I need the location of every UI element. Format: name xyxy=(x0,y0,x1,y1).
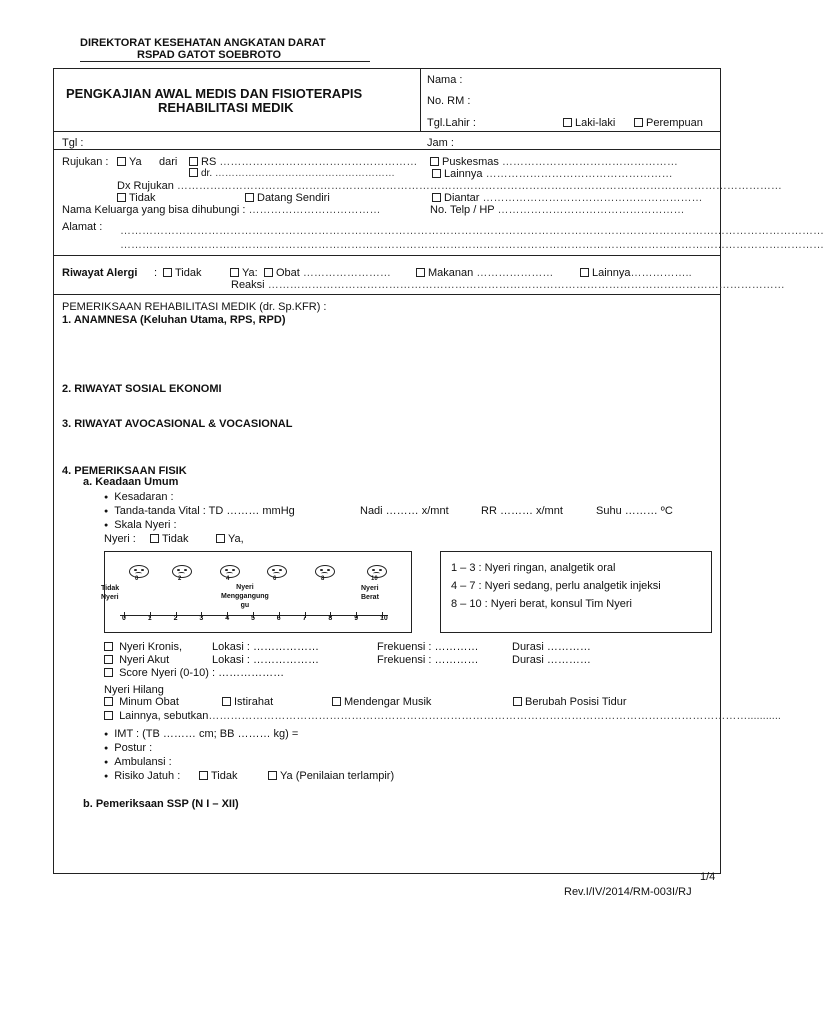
risiko-ya-option[interactable]: Ya (Penilaian terlampir) xyxy=(268,770,394,782)
alergi-ya-option[interactable]: Ya: xyxy=(230,267,258,279)
checkbox-icon xyxy=(580,268,589,277)
scale-label-menggangu: Nyeri Menggangung gu xyxy=(221,584,269,609)
checkbox-icon xyxy=(189,168,198,177)
nyeri-hilang-label: Nyeri Hilang xyxy=(104,684,164,696)
scale-tick-label: 0 xyxy=(122,615,126,622)
minum-obat-option[interactable]: Minum Obat xyxy=(104,696,179,708)
checkbox-icon xyxy=(222,697,231,706)
nyeri-kronis-option[interactable]: Nyeri Kronis, xyxy=(104,641,182,653)
form-title-line-2: REHABILITASI MEDIK xyxy=(158,100,294,115)
rujukan-dr-option[interactable]: dr. ……………………………………………… xyxy=(189,168,395,179)
lainnya-sebutkan-option[interactable]: Lainnya, sebutkan…………………………………………………………………………………………………………………………………........... xyxy=(104,710,710,722)
scale-label-berat: Nyeri Berat xyxy=(361,585,379,601)
rr-field[interactable]: RR ……… x/mnt xyxy=(481,505,563,517)
akut-durasi-field[interactable]: Durasi ………… xyxy=(512,654,591,666)
checkbox-icon xyxy=(634,118,643,127)
rujukan-ya-option[interactable]: Ya xyxy=(117,156,142,168)
checkbox-icon xyxy=(117,157,126,166)
scale-tick-label: 1 xyxy=(147,615,152,622)
section-sosial-ekonomi: 2. RIWAYAT SOSIAL EKONOMI xyxy=(62,383,222,395)
face-2-icon xyxy=(172,565,192,578)
checkbox-icon xyxy=(150,534,159,543)
face-num-6: 6 xyxy=(273,576,277,582)
risiko-jatuh-label: ● Risiko Jatuh : xyxy=(104,770,180,782)
keadaan-umum-heading: a. Keadaan Umum xyxy=(83,476,179,488)
alergi-makanan-option[interactable]: Makanan ………………… xyxy=(416,267,553,279)
checkbox-icon xyxy=(563,118,572,127)
page-number: 1/4 xyxy=(700,871,716,883)
nama-label: Nama : xyxy=(427,74,463,86)
jam-label: Jam : xyxy=(427,137,454,149)
vital-td-field[interactable]: ● Tanda-tanda Vital : TD ……… mmHg xyxy=(104,505,295,517)
rujukan-dari-label: dari xyxy=(159,156,178,168)
header-underline xyxy=(80,61,370,62)
dx-rujukan-field[interactable]: Dx Rujukan ………………………………………………………………………………………………………………………………………………… xyxy=(117,180,782,192)
kronis-durasi-field[interactable]: Durasi ………… xyxy=(512,641,591,653)
form-title-line-1: PENGKAJIAN AWAL MEDIS DAN FISIOTERAPIS xyxy=(66,86,363,101)
face-0-icon xyxy=(129,565,149,578)
section-pemeriksaan-fisik: 4. PEMERIKSAAN FISIK xyxy=(62,465,187,477)
rujukan-lainnya-option[interactable]: Lainnya …………………………………………… xyxy=(432,168,673,180)
scale-tick-label: 7 xyxy=(302,615,307,622)
checkbox-icon xyxy=(163,268,172,277)
imt-field[interactable]: ● IMT : (TB ……… cm; BB ……… kg) = xyxy=(104,728,298,740)
kronis-lokasi-field[interactable]: Lokasi : ……………… xyxy=(212,641,319,653)
face-num-10: 10 xyxy=(371,576,378,582)
checkbox-icon xyxy=(432,169,441,178)
posisi-tidur-option[interactable]: Berubah Posisi Tidur xyxy=(513,696,627,708)
checkbox-icon xyxy=(430,157,439,166)
nyeri-ya-option[interactable]: Ya, xyxy=(216,533,244,545)
checkbox-icon xyxy=(104,711,113,720)
checkbox-icon xyxy=(104,642,113,651)
akut-frekuensi-field[interactable]: Frekuensi : ………… xyxy=(377,654,479,666)
checkbox-icon xyxy=(104,697,113,706)
telp-field[interactable]: No. Telp / HP …………………………………………… xyxy=(430,204,685,216)
checkbox-icon xyxy=(104,668,113,677)
checkbox-icon xyxy=(332,697,341,706)
org-line-2: RSPAD GATOT SOEBROTO xyxy=(137,49,282,61)
skala-nyeri-label: ● Skala Nyeri : xyxy=(104,519,177,531)
nyeri-akut-option[interactable]: Nyeri Akut xyxy=(104,654,169,666)
keluarga-field[interactable]: Nama Keluarga yang bisa dihubungi : ……………………………… xyxy=(62,204,381,216)
checkbox-icon xyxy=(268,771,277,780)
alergi-colon: : xyxy=(154,267,158,279)
checkbox-icon xyxy=(264,268,273,277)
checkbox-icon xyxy=(230,268,239,277)
scale-tick-label: 3 xyxy=(199,615,204,622)
rujukan-puskesmas-option[interactable]: Puskesmas ………………………………………… xyxy=(430,156,678,168)
risiko-tidak-option[interactable]: Tidak xyxy=(199,770,238,782)
musik-option[interactable]: Mendengar Musik xyxy=(332,696,431,708)
checkbox-icon xyxy=(199,771,208,780)
alamat-line-1[interactable]: ………………………………………………………………………………………………………………………………………………………………………… xyxy=(120,225,824,237)
sex-female-option[interactable]: Perempuan xyxy=(634,117,703,129)
face-num-4: 4 xyxy=(226,576,230,582)
istirahat-option[interactable]: Istirahat xyxy=(222,696,273,708)
section-avocasional: 3. RIWAYAT AVOCASIONAL & VOCASIONAL xyxy=(62,418,293,430)
datang-sendiri-option[interactable]: Datang Sendiri xyxy=(245,192,330,204)
ambulansi-field[interactable]: ● Ambulansi : xyxy=(104,756,172,768)
checkbox-icon xyxy=(513,697,522,706)
scale-tick-label: 2 xyxy=(173,615,178,622)
checkbox-icon xyxy=(189,157,198,166)
alamat-line-2[interactable]: ………………………………………………………………………………………………………………………………………………………………………… xyxy=(120,239,824,251)
face-num-8: 8 xyxy=(321,576,325,582)
org-line-1: DIREKTORAT KESEHATAN ANGKATAN DARAT xyxy=(80,37,326,49)
face-6-icon xyxy=(267,565,287,578)
score-nyeri-option[interactable]: Score Nyeri (0-10) : ……………… xyxy=(104,667,284,679)
checkbox-icon xyxy=(416,268,425,277)
diantar-option[interactable]: Diantar …………………………………………………… xyxy=(432,192,703,204)
nyeri-label: Nyeri : xyxy=(104,533,136,545)
checkbox-icon xyxy=(117,193,126,202)
alergi-label: Riwayat Alergi xyxy=(62,267,138,279)
alergi-obat-option[interactable]: Obat …………………… xyxy=(264,267,391,279)
scale-tick-label: 8 xyxy=(328,615,333,622)
scale-tick-label: 9 xyxy=(354,615,359,622)
revision-code: Rev.I/IV/2014/RM-003I/RJ xyxy=(564,886,692,898)
sex-male-option[interactable]: Laki-laki xyxy=(563,117,615,129)
scale-tick-label: 6 xyxy=(276,615,281,622)
kesadaran-field[interactable]: ● Kesadaran : xyxy=(104,491,174,503)
face-num-2: 2 xyxy=(178,576,182,582)
face-4-icon xyxy=(220,565,240,578)
scale-tick-label: 4 xyxy=(225,615,230,622)
tgl-lahir-label: Tgl.Lahir : xyxy=(427,117,476,129)
scale-tick-label: 5 xyxy=(251,615,255,622)
section-anamnesa: 1. ANAMNESA (Keluhan Utama, RPS, RPD) xyxy=(62,314,286,326)
checkbox-icon xyxy=(216,534,225,543)
nyeri-tidak-option[interactable]: Tidak xyxy=(150,533,189,545)
scale-tick-label: 10 xyxy=(380,615,388,622)
suhu-field[interactable]: Suhu ……… ºC xyxy=(596,505,673,517)
tgl-label: Tgl : xyxy=(62,137,84,149)
rujukan-tidak-option[interactable]: Tidak xyxy=(117,192,156,204)
nadi-field[interactable]: Nadi ……… x/mnt xyxy=(360,505,449,517)
kronis-frekuensi-field[interactable]: Frekuensi : ………… xyxy=(377,641,479,653)
rujukan-label: Rujukan : xyxy=(62,156,109,168)
legend-berat: 8 – 10 : Nyeri berat, konsul Tim Nyeri xyxy=(451,598,632,610)
alergi-lainnya-option[interactable]: Lainnya…………….. xyxy=(580,267,692,279)
rujukan-rs-option[interactable]: RS ……………………………………………… xyxy=(189,156,417,168)
postur-field[interactable]: ● Postur : xyxy=(104,742,152,754)
checkbox-icon xyxy=(245,193,254,202)
alergi-reaksi-field[interactable]: Reaksi …………………………………………………………………………………………………………………………… xyxy=(231,279,785,291)
face-8-icon xyxy=(315,565,335,578)
face-num-0: 0 xyxy=(135,576,139,582)
no-rm-label: No. RM : xyxy=(427,95,471,107)
alamat-label: Alamat : xyxy=(62,221,103,233)
exam-heading: PEMERIKSAAN REHABILITASI MEDIK (dr. Sp.KFR) : xyxy=(62,301,327,313)
checkbox-icon xyxy=(432,193,441,202)
legend-sedang: 4 – 7 : Nyeri sedang, perlu analgetik injeksi xyxy=(451,580,661,592)
akut-lokasi-field[interactable]: Lokasi : ……………… xyxy=(212,654,319,666)
pemeriksaan-ssp-heading: b. Pemeriksaan SSP (N I – XII) xyxy=(83,798,239,810)
title-divider xyxy=(420,68,421,131)
scale-label-tidak-nyeri: Tidak Nyeri xyxy=(101,585,120,601)
alergi-tidak-option[interactable]: Tidak xyxy=(163,267,202,279)
legend-ringan: 1 – 3 : Nyeri ringan, analgetik oral xyxy=(451,562,616,574)
checkbox-icon xyxy=(104,655,113,664)
